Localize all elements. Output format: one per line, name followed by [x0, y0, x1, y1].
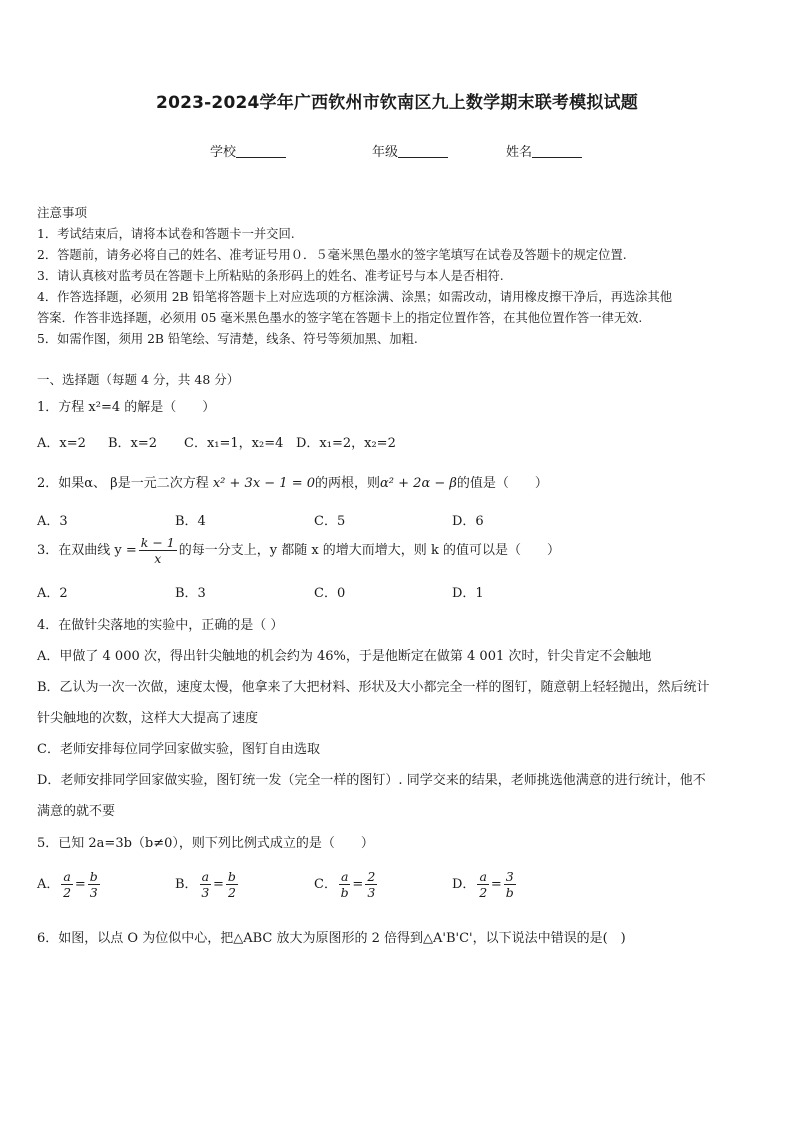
q5-a-label: A．: [37, 877, 60, 892]
school-blank: [236, 144, 286, 158]
grade-label: 年级: [372, 145, 399, 160]
notice-heading: 注意事项: [37, 205, 88, 220]
q3-fraction: [139, 535, 177, 566]
q1-option-b: B．x=2: [108, 436, 158, 451]
q5-b-label: B．: [175, 877, 198, 892]
grade-blank: [398, 144, 448, 158]
numerator: a: [63, 869, 71, 884]
q3-numerator: k − 1: [140, 535, 175, 550]
q4-option-d-continued: 满意的就不要: [37, 804, 116, 819]
q5-c-left-fraction: [339, 869, 350, 900]
name-blank: [532, 144, 582, 158]
numerator: 2: [367, 869, 376, 884]
q5-option-d: D． $\frac{a}{2}$ = $\frac{3}{b}$: [452, 869, 514, 900]
denominator: 3: [89, 885, 98, 900]
question-6-stem: 6．如图，以点 O 为位似中心，把△ABC 放大为原图形的 2 倍得到△A'B'C'，以下说法中错误的是( ): [37, 931, 626, 946]
numerator: a: [340, 869, 349, 884]
denominator: 3: [201, 885, 210, 900]
notice-item: 1．考试结束后，请将本试卷和答题卡一并交回.: [37, 227, 295, 241]
page-title: 2023-2024学年广西钦州市钦南区九上数学期末联考模拟试题: [156, 93, 638, 113]
name-label: 姓名: [506, 145, 533, 160]
q1-option-a: A．x=2: [37, 436, 86, 451]
question-5-stem: 5．已知 2a=3b（b≠0），则下列比例式成立的是（ ）: [37, 836, 374, 851]
question-1-stem: 1．方程 x²=4 的解是（ ）: [37, 400, 216, 415]
q5-b-right-fraction: [226, 869, 238, 900]
grade-field: [372, 141, 448, 160]
q5-option-b: B． $\frac{a}{3}$ = $\frac{b}{2}$: [175, 869, 236, 900]
q4-option-b: B．乙认为一次一次做，速度太慢，他拿来了大把材料、形状及大小都完全一样的图钉，随意朝上轻轻抛出，然后统计: [37, 680, 710, 695]
school-field: [210, 141, 286, 160]
notice-item: 4．作答选择题，必须用 2B 铅笔将答题卡上对应选项的方框涂满、涂黑；如需改动，请用橡皮擦干净后，再选涂其他: [37, 290, 673, 304]
question-2-stem: [37, 472, 548, 491]
q1-option-d: D．x₁=2，x₂=2: [296, 436, 396, 451]
notice-item: 3．请认真核对监考员在答题卡上所粘贴的条形码上的姓名、准考证号与本人是否相符.: [37, 269, 504, 283]
denominator: 3: [367, 885, 376, 900]
school-label: 学校: [210, 145, 237, 160]
q4-option-d: D．老师安排同学回家做实验，图钉统一发（完全一样的图钉）. 同学交来的结果，老师挑选他满意的进行统计，他不: [37, 773, 706, 788]
q5-c-label: C．: [314, 877, 337, 892]
q3-option-a: A．2: [37, 586, 68, 601]
question-4-stem: 4．在做针尖落地的实验中，正确的是（ ）: [37, 618, 284, 633]
numerator: 3: [505, 869, 514, 884]
numerator: b: [227, 869, 236, 884]
question-3-stem: [37, 535, 560, 566]
name-field: [506, 141, 582, 160]
q5-c-right-fraction: [365, 869, 377, 900]
q5-d-right-fraction: [504, 869, 516, 900]
q3-denominator: x: [154, 551, 162, 566]
numerator: a: [479, 869, 487, 884]
numerator: b: [89, 869, 98, 884]
q4-option-a: A．甲做了 4 000 次，得出针尖触地的机会约为 46%，于是他断定在做第 4 001 次时，针尖肯定不会触地: [37, 649, 652, 664]
q2-option-c: C．5: [314, 514, 346, 529]
denominator: b: [340, 885, 349, 900]
q1-option-c: C．x₁=1，x₂=4: [184, 436, 284, 451]
q2-equation: x² + 3x − 1 = 0: [212, 476, 316, 491]
numerator: a: [201, 869, 210, 884]
q5-option-c: C． $\frac{a}{b}$ = $\frac{2}{3}$: [314, 869, 376, 900]
q2-option-d: D．6: [452, 514, 484, 529]
q3-option-b: B．3: [175, 586, 206, 601]
q5-d-label: D．: [452, 877, 476, 892]
q3-text-2: 的每一分支上，y 都随 x 的增大而增大，则 k 的值可以是（ ）: [178, 543, 560, 558]
q5-option-a: A． $\frac{a}{2}$ = $\frac{b}{3}$: [37, 869, 98, 900]
denominator: 2: [227, 885, 236, 900]
notice-item: 答案．作答非选择题，必须用 05 毫米黑色墨水的签字笔在答题卡上的指定位置作答，在其他位置作答一律无效.: [37, 311, 643, 325]
q3-text-1: 3．在双曲线 y =: [37, 543, 137, 558]
q3-option-d: D．1: [452, 586, 484, 601]
notice-item: 5．如需作图，须用 2B 铅笔绘、写清楚，线条、符号等须加黑、加粗.: [37, 332, 418, 346]
q2-text-1: 2．如果α、 β是一元二次方程: [37, 476, 209, 491]
denominator: 2: [63, 885, 72, 900]
denominator: 2: [479, 885, 488, 900]
q2-option-b: B．4: [175, 514, 206, 529]
q4-option-c: C．老师安排每位同学回家做实验，图钉自由选取: [37, 742, 320, 757]
q5-d-left-fraction: [477, 869, 488, 900]
q2-text-2: 的两根，则: [315, 476, 381, 491]
q4-option-b-continued: 针尖触地的次数，这样大大提高了速度: [37, 711, 259, 726]
q5-a-right-fraction: [88, 869, 100, 900]
q2-expression: α² + 2α − β: [380, 476, 457, 491]
section-heading: 一、选择题（每题 4 分，共 48 分）: [37, 372, 240, 387]
q2-option-a: A．3: [37, 514, 68, 529]
q2-text-3: 的值是（ ）: [456, 476, 548, 491]
q5-a-left-fraction: [61, 869, 72, 900]
denominator: b: [505, 885, 514, 900]
notice-item: 2．答题前，请务必将自己的姓名、准考证号用０．５毫米黑色墨水的签字笔填写在试卷及答题卡的规定位置.: [37, 248, 627, 262]
q3-option-c: C．0: [314, 586, 346, 601]
q5-b-left-fraction: [200, 869, 211, 900]
